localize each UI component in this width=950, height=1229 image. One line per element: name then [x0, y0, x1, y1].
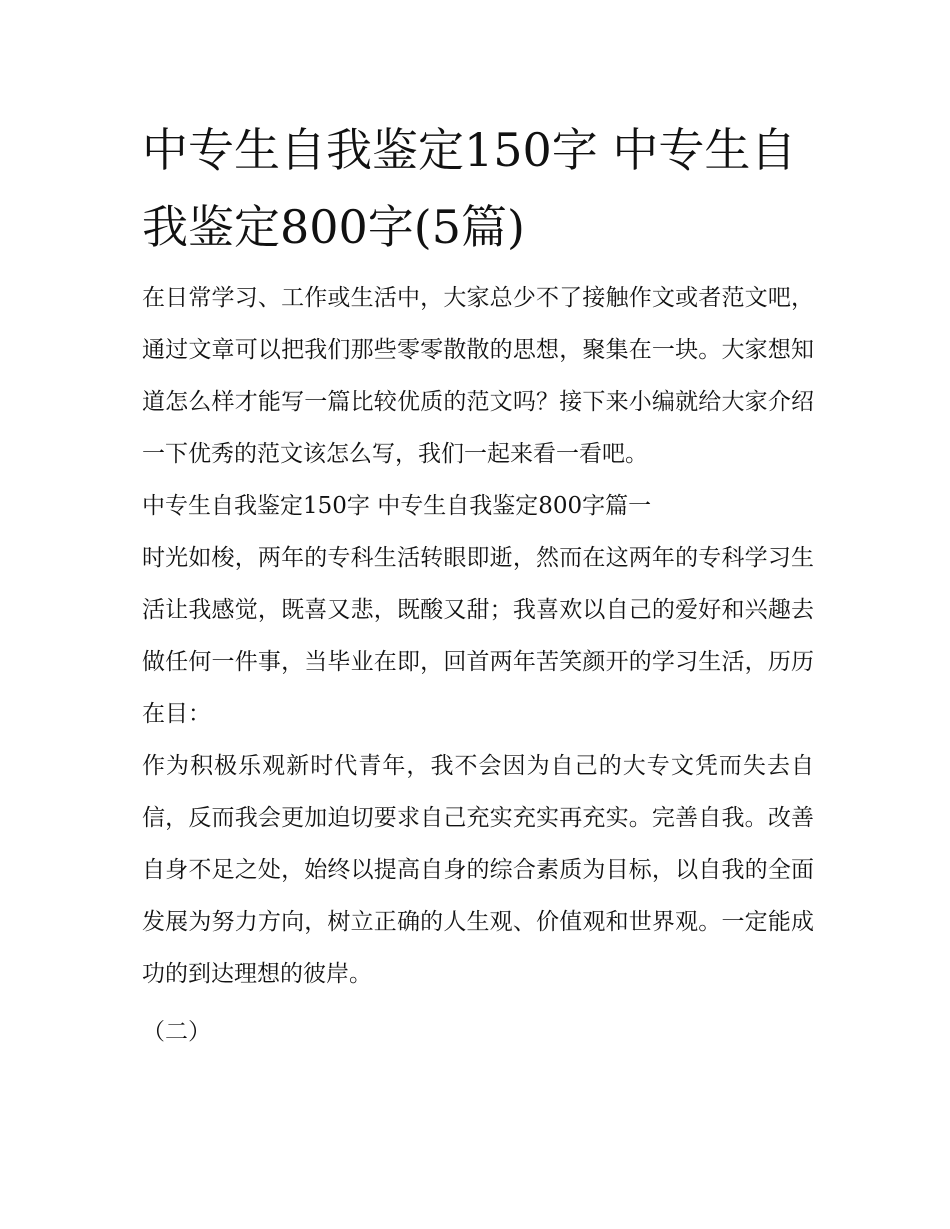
subheading: （二）: [142, 1019, 211, 1045]
document-page: [142, 112, 814, 1058]
section-heading: 中专生自我鉴定150字 中专生自我鉴定800字篇一: [142, 493, 652, 519]
body-paragraph-1: 时光如梭，两年的专科生活转眼即逝，然而在这两年的专科学习生活让我感觉，既喜又悲，既酸又甜；我喜欢以自己的爱好和兴趣去做任何一件事，当毕业在即，回首两年苦笑颜开的学习生活，历历在目：: [142, 545, 814, 727]
body-paragraph-2: 作为积极乐观新时代青年，我不会因为自己的大专文凭而失去自信，反而我会更加迫切要求自己充实充实再充实。完善自我。改善自身不足之处，始终以提高自身的综合素质为目标，以自我的全面发展为努力方向，树立正确的人生观、价值观和世界观。一定能成功的到达理想的彼岸。: [142, 753, 814, 987]
intro-paragraph: 在日常学习、工作或生活中，大家总少不了接触作文或者范文吧，通过文章可以把我们那些零零散散的思想，聚集在一块。大家想知道怎么样才能写一篇比较优质的范文吗？接下来小编就给大家介绍一下优秀的范文该怎么写，我们一起来看一看吧。: [142, 285, 814, 467]
document-title: 中专生自我鉴定150字 中专生自我鉴定800字(5篇): [142, 123, 797, 254]
